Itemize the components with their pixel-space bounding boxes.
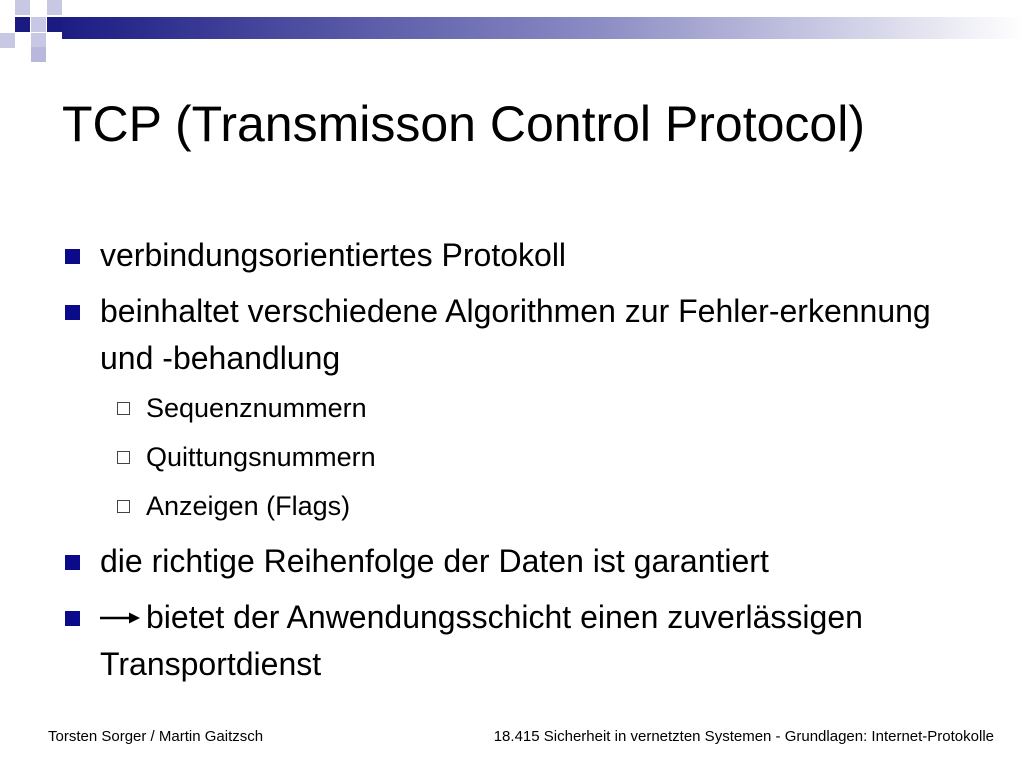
sub-bullet-text: Anzeigen (Flags) — [146, 491, 351, 521]
bullet-text: beinhaltet verschiedene Algorithmen zur Fehler-erkennung und -behandlung — [100, 293, 931, 376]
bullet-text: verbindungsorientiertes Protokoll — [100, 237, 567, 273]
sub-bullet-item — [62, 440, 982, 475]
bullet-list — [62, 232, 982, 697]
sub-bullet-list — [62, 391, 982, 524]
bullet-text: bietet der Anwendungsschicht einen zuverlässigen Transportdienst — [100, 599, 863, 682]
sub-bullet-item — [62, 489, 982, 524]
hollow-square-icon — [117, 500, 130, 513]
slide-title: TCP (Transmisson Control Protocol) — [62, 96, 866, 152]
footer-authors: Torsten Sorger / Martin Gaitzsch — [48, 728, 264, 745]
bullet-item — [62, 594, 982, 688]
square-bullet-icon — [65, 249, 80, 264]
header-decoration — [0, 0, 1024, 62]
square-bullet-icon — [65, 555, 80, 570]
sub-bullet-item — [62, 391, 982, 426]
hollow-square-icon — [117, 451, 130, 464]
bullet-text: die richtige Reihenfolge der Daten ist garantiert — [100, 543, 769, 579]
square-bullet-icon — [65, 305, 80, 320]
square-bullet-icon — [65, 611, 80, 626]
sub-bullet-text: Sequenznummern — [146, 393, 367, 423]
footer-course: 18.415 Sicherheit in vernetzten Systemen - Grundlagen: Internet-Protokolle — [493, 728, 994, 745]
hollow-square-icon — [117, 402, 130, 415]
right-arrow-icon — [100, 611, 140, 625]
sub-bullet-text: Quittungsnummern — [146, 442, 376, 472]
bullet-item — [62, 538, 982, 585]
bullet-item — [62, 288, 982, 382]
bullet-item — [62, 232, 982, 279]
